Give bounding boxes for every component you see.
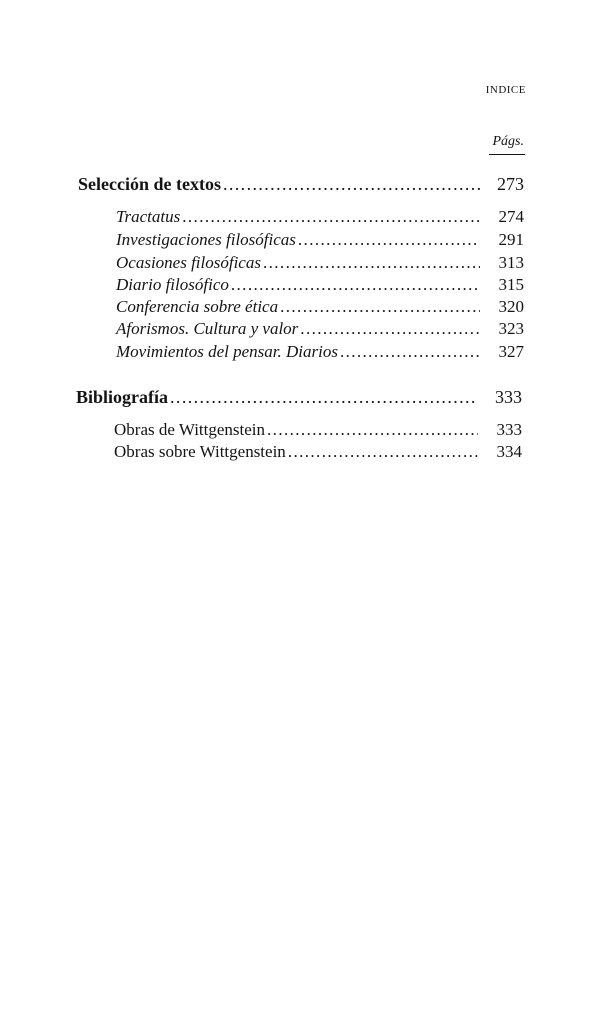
toc-page-number: 320 — [498, 297, 524, 316]
dot-leader — [288, 442, 478, 462]
toc-entry-title: Investigaciones filosóficas — [116, 230, 296, 249]
dot-leader — [231, 275, 480, 295]
toc-page-number: 315 — [498, 275, 524, 294]
toc-page-number: 273 — [497, 174, 524, 194]
toc-page-number: 334 — [496, 442, 522, 461]
toc-entry-title: Obras sobre Wittgenstein — [114, 442, 286, 461]
toc-page-number: 333 — [496, 420, 522, 439]
dot-leader — [300, 319, 480, 339]
toc-entry — [116, 297, 524, 317]
toc-entry — [114, 442, 522, 462]
dot-leader — [340, 342, 480, 362]
pages-column-label: Págs. — [489, 134, 526, 155]
toc-entry-title: Diario filosófico — [116, 275, 229, 294]
toc-entry-title: Ocasiones filosóficas — [116, 253, 261, 272]
toc-entry — [116, 275, 524, 295]
toc-entry-title: Conferencia sobre ética — [116, 297, 279, 316]
toc-section-title: Selección de textos — [78, 174, 221, 194]
toc-page-number: 291 — [498, 230, 524, 249]
toc-section-title: Bibliografía — [76, 387, 169, 407]
toc-page-number: 333 — [495, 387, 522, 407]
toc-page-number: 274 — [498, 207, 524, 226]
toc-section-seleccion-de-textos — [78, 174, 524, 195]
dot-leader — [267, 420, 478, 440]
dot-leader — [298, 230, 480, 250]
toc-entry — [116, 342, 524, 362]
dot-leader — [280, 297, 480, 317]
toc-entry-title: Aforismos. Cultura y valor — [116, 319, 299, 338]
toc-entry-title: Movimientos del pensar. Diarios — [116, 342, 338, 361]
toc-page-number: 327 — [498, 342, 524, 361]
toc-entry-title: Obras de Wittgenstein — [114, 420, 266, 439]
toc-entry — [116, 253, 524, 273]
toc-entry — [114, 420, 522, 440]
toc-page-number: 313 — [498, 253, 524, 272]
dot-leader — [170, 387, 478, 408]
toc-entry — [116, 230, 524, 250]
dot-leader — [182, 207, 480, 227]
running-head: INDICE — [485, 84, 526, 96]
toc-entry — [116, 319, 524, 339]
toc-page-number: 323 — [498, 319, 524, 338]
dot-leader — [223, 174, 480, 195]
toc-section-bibliografia — [76, 387, 522, 408]
dot-leader — [263, 253, 480, 273]
toc-entry-title: Tractatus — [116, 207, 181, 226]
toc-entry — [116, 207, 524, 227]
